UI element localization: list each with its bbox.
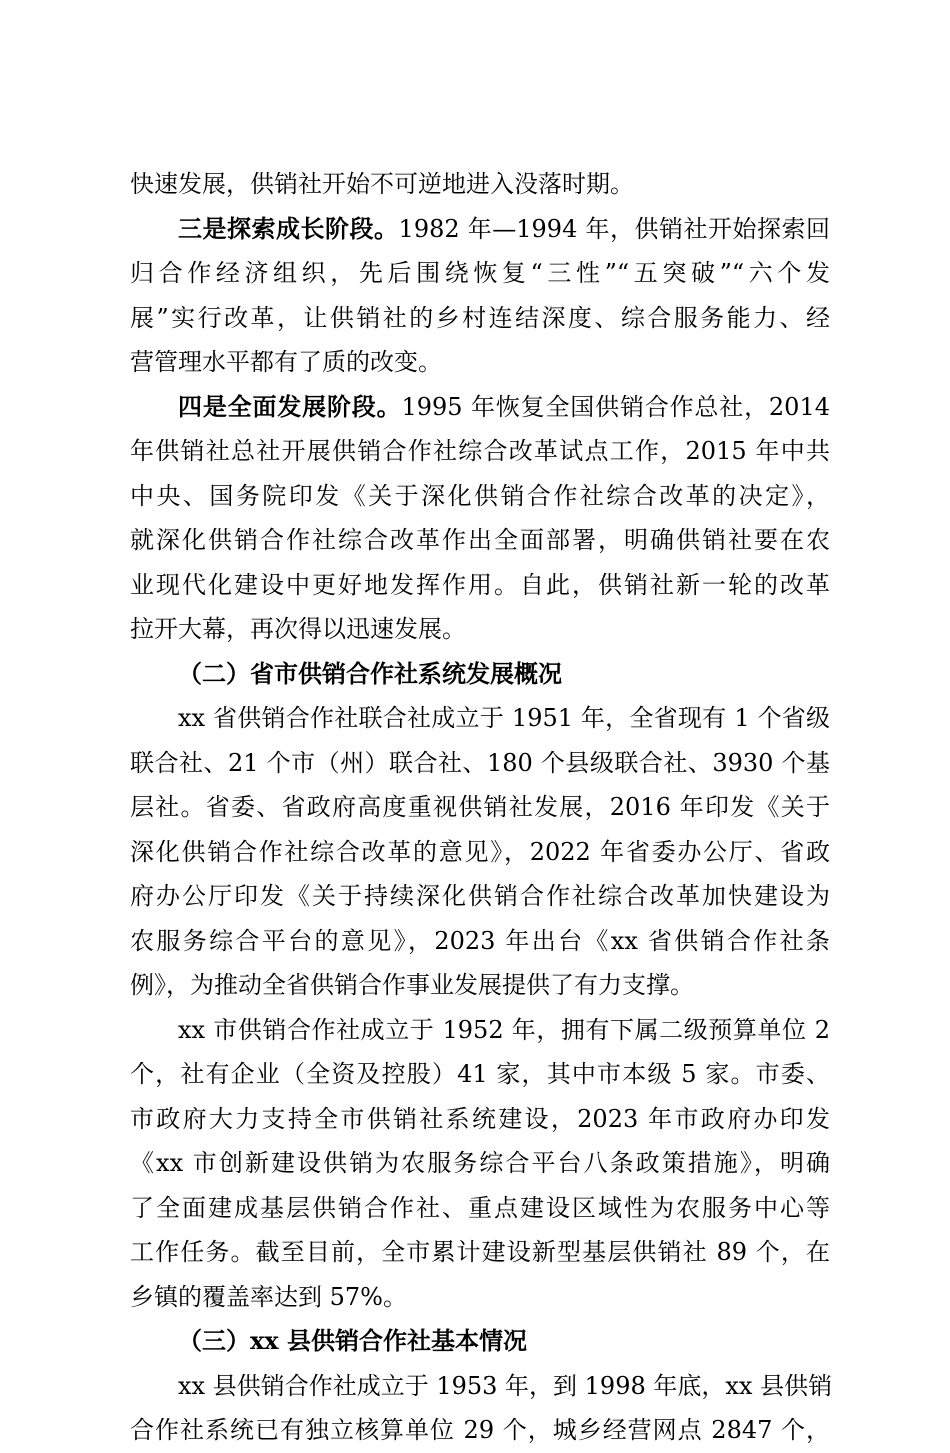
line-text: 个，社有企业（全资及控股）41 家，其中市本级 5 家。市委、 <box>130 1060 830 1088</box>
text-line <box>130 1141 830 1186</box>
line-text: xx 省供销合作社联合社成立于 1951 年，全省现有 1 个省级 <box>178 704 830 732</box>
line-text: 例》，为推动全省供销合作事业发展提供了有力支撑。 <box>130 971 694 999</box>
line-text: 联合社、21 个市（州）联合社、180 个县级联合社、3930 个基 <box>130 748 830 777</box>
text-line <box>130 251 830 296</box>
line-text: 展”实行改革，让供销社的乡村连结深度、综合服务能力、经 <box>130 303 830 332</box>
text-line <box>130 518 830 563</box>
line-text: 市政府大力支持全市供销社系统建设，2023 年市政府办印发 <box>130 1104 830 1133</box>
text-line <box>130 474 830 519</box>
paragraph-lead: 三是探索成长阶段。 <box>178 213 399 243</box>
line-text: 1982 年—1994 年，供销社开始探索回 <box>398 214 831 243</box>
text-line <box>130 830 830 875</box>
text-line <box>130 919 830 964</box>
line-text: 乡镇的覆盖率达到 57%。 <box>130 1282 407 1311</box>
section-heading <box>130 1319 830 1364</box>
line-text: 就深化供销合作社综合改革作出全面部署，明确供销社要在农 <box>130 526 830 554</box>
line-text: 年供销社总社开展供销合作社综合改革试点工作，2015 年中共 <box>130 437 830 465</box>
text-line <box>130 1008 830 1053</box>
text-line <box>130 1275 830 1320</box>
section-heading-text: （二）省市供销合作社系统发展概况 <box>178 658 562 688</box>
text-line <box>130 1408 830 1453</box>
text-line <box>130 340 830 385</box>
line-text: 层社。省委、省政府高度重视供销社发展，2016 年印发《关于 <box>130 793 830 821</box>
section-heading-text: （三）xx 县供销合作社基本情况 <box>178 1326 527 1355</box>
text-line <box>130 296 830 341</box>
text-line <box>130 1052 830 1097</box>
text-line <box>130 1230 830 1275</box>
line-text: 府办公厅印发《关于持续深化供销合作社综合改革加快建设为 <box>130 882 830 910</box>
line-text: 深化供销合作社综合改革的意见》，2022 年省委办公厅、省政 <box>130 837 830 866</box>
paragraph-lead: 四是全面发展阶段。 <box>178 391 402 421</box>
line-text: 拉开大幕，再次得以迅速发展。 <box>130 615 466 643</box>
line-text: xx 市供销合作社成立于 1952 年，拥有下属二级预算单位 2 <box>178 1015 830 1044</box>
line-text: 工作任务。截至目前，全市累计建设新型基层供销社 89 个，在 <box>130 1238 830 1266</box>
text-line <box>130 741 830 786</box>
text-line <box>130 207 830 252</box>
text-line <box>130 1186 830 1231</box>
text-line <box>130 785 830 830</box>
text-line <box>130 1097 830 1142</box>
text-line <box>130 696 830 741</box>
line-text: 《xx 市创新建设供销为农服务综合平台八条政策措施》，明确 <box>130 1149 830 1177</box>
line-text: 中央、国务院印发《关于深化供销合作社综合改革的决定》， <box>130 481 830 510</box>
text-line <box>130 385 830 430</box>
line-text: 归合作经济组织，先后围绕恢复“三性”“五突破”“六个发 <box>130 259 830 287</box>
text-line <box>130 429 830 474</box>
document-body <box>130 162 833 1453</box>
line-text: 快速发展，供销社开始不可逆地进入没落时期。 <box>130 170 634 198</box>
section-heading <box>130 652 830 697</box>
text-line <box>130 1364 833 1409</box>
text-line <box>130 162 830 207</box>
line-text: 农服务综合平台的意见》，2023 年出台《xx 省供销合作社条 <box>130 926 830 955</box>
line-text: 1995 年恢复全国供销合作总社，2014 <box>401 392 830 421</box>
text-line <box>130 963 830 1008</box>
text-line <box>130 563 830 608</box>
line-text: 业现代化建设中更好地发挥作用。自此，供销社新一轮的改革 <box>130 570 830 599</box>
text-line <box>130 607 830 652</box>
line-text: xx 县供销合作社成立于 1953 年，到 1998 年底，xx 县供销 <box>178 1371 833 1400</box>
text-line <box>130 874 830 919</box>
line-text: 营管理水平都有了质的改变。 <box>130 348 442 376</box>
line-text: 了全面建成基层供销合作社、重点建设区域性为农服务中心等 <box>130 1193 830 1222</box>
line-text: 合作社系统已有独立核算单位 29 个，城乡经营网点 2847 个， <box>130 1416 830 1444</box>
